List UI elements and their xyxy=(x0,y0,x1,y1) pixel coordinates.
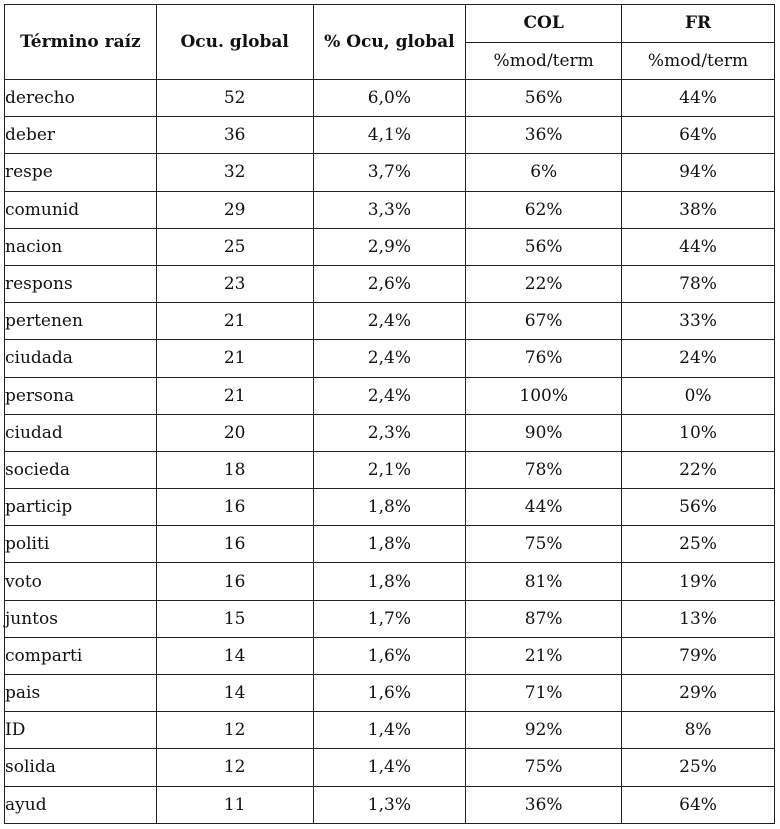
header-col: COL xyxy=(466,5,622,43)
cell-term: pais xyxy=(5,675,157,712)
cell-fr: 64% xyxy=(622,117,775,154)
cell-term: derecho xyxy=(5,80,157,117)
cell-term: ayud xyxy=(5,786,157,823)
cell-term: comunid xyxy=(5,191,157,228)
cell-col: 100% xyxy=(466,377,622,414)
cell-term: nacion xyxy=(5,228,157,265)
header-fr-sub: %mod/term xyxy=(622,42,775,80)
cell-pct-occurrences: 3,3% xyxy=(313,191,466,228)
cell-col: 6% xyxy=(466,154,622,191)
cell-pct-occurrences: 1,3% xyxy=(313,786,466,823)
cell-fr: 94% xyxy=(622,154,775,191)
cell-term: deber xyxy=(5,117,157,154)
cell-fr: 38% xyxy=(622,191,775,228)
table-row xyxy=(5,117,775,154)
cell-pct-occurrences: 2,4% xyxy=(313,340,466,377)
cell-occurrences: 20 xyxy=(156,414,313,451)
cell-occurrences: 12 xyxy=(156,712,313,749)
cell-term: juntos xyxy=(5,600,157,637)
cell-occurrences: 12 xyxy=(156,749,313,786)
cell-pct-occurrences: 3,7% xyxy=(313,154,466,191)
table-row xyxy=(5,786,775,823)
cell-col: 21% xyxy=(466,637,622,674)
cell-pct-occurrences: 1,4% xyxy=(313,749,466,786)
cell-fr: 24% xyxy=(622,340,775,377)
cell-pct-occurrences: 2,1% xyxy=(313,451,466,488)
cell-col: 44% xyxy=(466,489,622,526)
cell-fr: 56% xyxy=(622,489,775,526)
cell-term: respe xyxy=(5,154,157,191)
table-row xyxy=(5,563,775,600)
term-frequency-table xyxy=(4,4,775,824)
cell-col: 71% xyxy=(466,675,622,712)
cell-occurrences: 21 xyxy=(156,340,313,377)
header-term: Término raíz xyxy=(5,5,157,80)
cell-col: 75% xyxy=(466,749,622,786)
cell-fr: 0% xyxy=(622,377,775,414)
table-row xyxy=(5,191,775,228)
cell-fr: 25% xyxy=(622,749,775,786)
cell-term: ciudad xyxy=(5,414,157,451)
cell-pct-occurrences: 1,6% xyxy=(313,675,466,712)
header-occurrences: Ocu. global xyxy=(156,5,313,80)
table-row xyxy=(5,228,775,265)
cell-term: respons xyxy=(5,265,157,302)
cell-fr: 19% xyxy=(622,563,775,600)
table-body xyxy=(5,80,775,824)
table-row xyxy=(5,675,775,712)
cell-occurrences: 15 xyxy=(156,600,313,637)
cell-occurrences: 23 xyxy=(156,265,313,302)
table-row xyxy=(5,451,775,488)
cell-occurrences: 14 xyxy=(156,675,313,712)
cell-occurrences: 21 xyxy=(156,377,313,414)
table-row xyxy=(5,637,775,674)
cell-pct-occurrences: 1,8% xyxy=(313,526,466,563)
cell-term: persona xyxy=(5,377,157,414)
cell-pct-occurrences: 6,0% xyxy=(313,80,466,117)
cell-occurrences: 16 xyxy=(156,489,313,526)
cell-occurrences: 11 xyxy=(156,786,313,823)
cell-col: 62% xyxy=(466,191,622,228)
table-row xyxy=(5,600,775,637)
cell-fr: 25% xyxy=(622,526,775,563)
cell-pct-occurrences: 1,8% xyxy=(313,489,466,526)
cell-fr: 8% xyxy=(622,712,775,749)
cell-fr: 79% xyxy=(622,637,775,674)
cell-col: 92% xyxy=(466,712,622,749)
cell-fr: 64% xyxy=(622,786,775,823)
cell-pct-occurrences: 2,4% xyxy=(313,377,466,414)
cell-fr: 10% xyxy=(622,414,775,451)
table-row xyxy=(5,489,775,526)
cell-fr: 33% xyxy=(622,303,775,340)
cell-pct-occurrences: 2,4% xyxy=(313,303,466,340)
cell-fr: 29% xyxy=(622,675,775,712)
cell-term: ciudada xyxy=(5,340,157,377)
cell-col: 56% xyxy=(466,80,622,117)
cell-occurrences: 16 xyxy=(156,526,313,563)
table-row xyxy=(5,712,775,749)
header-pct-occurrences: % Ocu, global xyxy=(313,5,466,80)
table-row xyxy=(5,265,775,302)
cell-occurrences: 25 xyxy=(156,228,313,265)
table-row xyxy=(5,340,775,377)
cell-term: comparti xyxy=(5,637,157,674)
cell-fr: 78% xyxy=(622,265,775,302)
table-row xyxy=(5,526,775,563)
cell-col: 75% xyxy=(466,526,622,563)
cell-col: 78% xyxy=(466,451,622,488)
cell-col: 36% xyxy=(466,117,622,154)
table-row xyxy=(5,154,775,191)
table-header xyxy=(5,5,775,80)
cell-occurrences: 16 xyxy=(156,563,313,600)
cell-occurrences: 36 xyxy=(156,117,313,154)
table-row xyxy=(5,303,775,340)
cell-term: politi xyxy=(5,526,157,563)
cell-fr: 44% xyxy=(622,228,775,265)
table-row xyxy=(5,80,775,117)
cell-pct-occurrences: 1,7% xyxy=(313,600,466,637)
cell-col: 90% xyxy=(466,414,622,451)
table-row xyxy=(5,749,775,786)
cell-occurrences: 18 xyxy=(156,451,313,488)
cell-occurrences: 14 xyxy=(156,637,313,674)
cell-term: socieda xyxy=(5,451,157,488)
table-row xyxy=(5,377,775,414)
cell-occurrences: 29 xyxy=(156,191,313,228)
cell-pct-occurrences: 1,6% xyxy=(313,637,466,674)
cell-pct-occurrences: 2,3% xyxy=(313,414,466,451)
cell-col: 76% xyxy=(466,340,622,377)
header-col-sub: %mod/term xyxy=(466,42,622,80)
cell-term: ID xyxy=(5,712,157,749)
cell-term: solida xyxy=(5,749,157,786)
cell-occurrences: 21 xyxy=(156,303,313,340)
cell-pct-occurrences: 1,8% xyxy=(313,563,466,600)
cell-term: voto xyxy=(5,563,157,600)
cell-fr: 44% xyxy=(622,80,775,117)
cell-col: 67% xyxy=(466,303,622,340)
cell-fr: 22% xyxy=(622,451,775,488)
cell-col: 87% xyxy=(466,600,622,637)
cell-occurrences: 52 xyxy=(156,80,313,117)
cell-col: 56% xyxy=(466,228,622,265)
cell-pct-occurrences: 1,4% xyxy=(313,712,466,749)
cell-col: 36% xyxy=(466,786,622,823)
table-row xyxy=(5,414,775,451)
cell-fr: 13% xyxy=(622,600,775,637)
cell-col: 22% xyxy=(466,265,622,302)
cell-col: 81% xyxy=(466,563,622,600)
cell-term: pertenen xyxy=(5,303,157,340)
cell-pct-occurrences: 2,9% xyxy=(313,228,466,265)
header-fr: FR xyxy=(622,5,775,43)
cell-pct-occurrences: 2,6% xyxy=(313,265,466,302)
cell-occurrences: 32 xyxy=(156,154,313,191)
cell-pct-occurrences: 4,1% xyxy=(313,117,466,154)
cell-term: particip xyxy=(5,489,157,526)
